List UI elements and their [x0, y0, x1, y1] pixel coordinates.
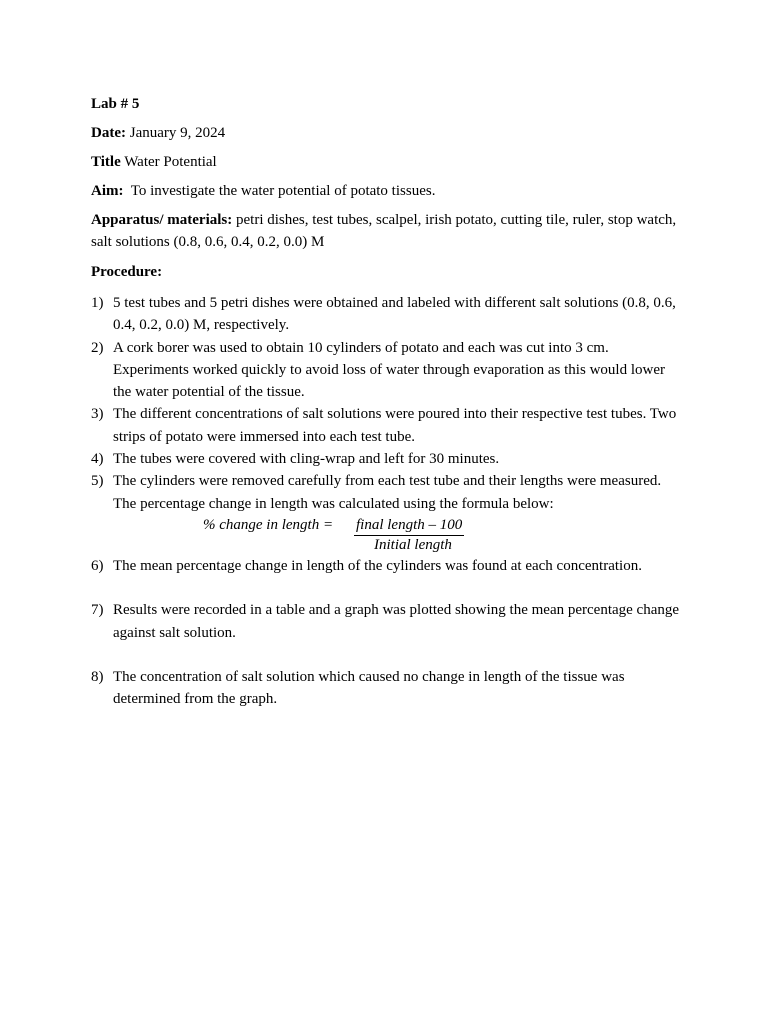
procedure-step [91, 555, 681, 577]
procedure-step [91, 599, 681, 644]
step-number: 1) [91, 295, 104, 311]
step-number: 3) [91, 406, 104, 423]
step-number: 4) [91, 451, 104, 468]
procedure-step [91, 292, 681, 337]
step-text: The cylinders were removed carefully from each test tube and their lengths were measured. The percentage change in length was calculated using the formula below: [113, 473, 662, 512]
procedure-step [91, 337, 681, 404]
percent-change-formula [113, 515, 681, 555]
title-line [91, 151, 681, 173]
apparatus-value: petri dishes, test tubes, scalpel, irish potato, cutting tile, ruler, stop watch, salt solutions (0.8, 0.6, 0.4, 0.2, 0.0) M [91, 212, 677, 250]
step-text: The concentration of salt solution which caused no change in length of the tissue was determined from the graph. [113, 668, 625, 708]
aim-label: Aim: [91, 183, 124, 199]
date-label: Date: [91, 125, 126, 141]
apparatus-line [91, 209, 681, 253]
procedure-step [91, 470, 681, 555]
step-number: 7) [91, 602, 104, 619]
title-label: Title [91, 154, 121, 170]
step-text: Results were recorded in a table and a graph was plotted showing the mean percentage change against salt solution. [113, 602, 680, 641]
date-value: January 9, 2024 [125, 125, 226, 141]
apparatus-label: Apparatus/ materials: [91, 212, 233, 228]
step-text: The mean percentage change in length of the cylinders was found at each concentration. [113, 557, 642, 574]
step-text: The different concentrations of salt solutions were poured into their respective test tubes. Two strips of potato were immersed into each test tube. [113, 406, 677, 445]
step-number: 2) [91, 339, 104, 356]
step-number: 5) [91, 473, 104, 490]
step-text: A cork borer was used to obtain 10 cylinders of potato and each was cut into 3 cm. Experiments worked quickly to avoid loss of water through evaporation as this would lower the water potential of the tissue. [113, 339, 665, 401]
step-number: 8) [91, 668, 104, 685]
lab-document [91, 93, 681, 710]
formula-denominator: Initial length [374, 536, 452, 553]
aim-value: To investigate the water potential of potato tissues. [123, 183, 436, 199]
step-text: 5 test tubes and 5 petri dishes were obtained and labeled with different salt solutions (0.8, 0.6, 0.4, 0.2, 0.0) M, respectively. [113, 295, 676, 334]
formula-numerator: final length – 100 [354, 515, 464, 536]
procedure-step [91, 448, 681, 470]
procedure-steps [91, 292, 681, 710]
procedure-title: Procedure: [91, 264, 163, 280]
procedure-step [91, 403, 681, 448]
date-line [91, 122, 681, 144]
formula-lhs: % change in length = [203, 516, 334, 533]
step-number: 6) [91, 557, 104, 574]
title-value: Water Potential [120, 154, 217, 170]
lab-number: Lab # 5 [91, 96, 140, 112]
aim-line [91, 180, 681, 202]
step-text: The tubes were covered with cling-wrap and left for 30 minutes. [113, 451, 500, 468]
procedure-step [91, 666, 681, 711]
